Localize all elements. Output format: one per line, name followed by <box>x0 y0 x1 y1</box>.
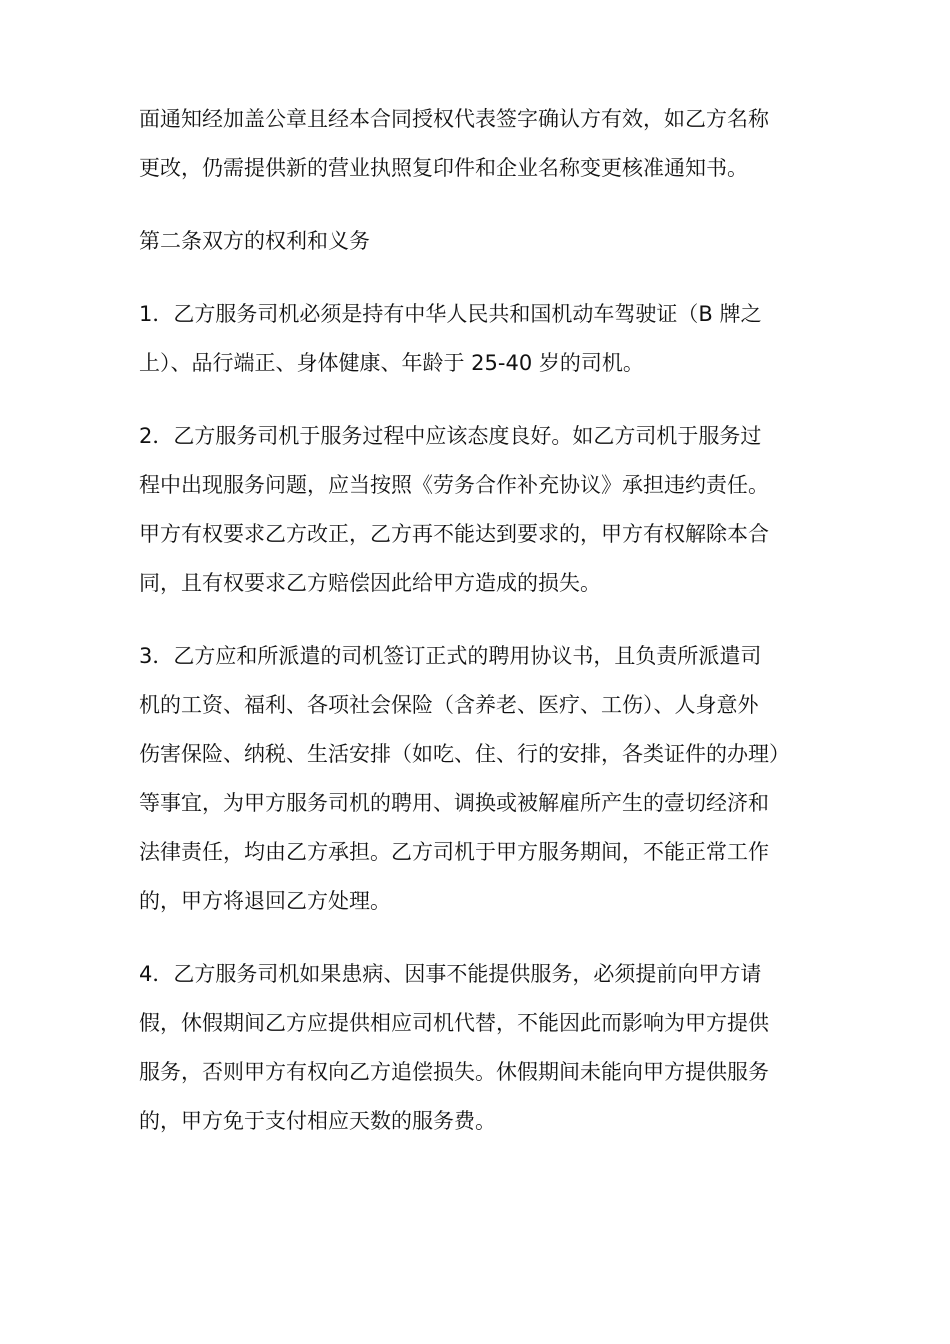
clause-2 <box>139 412 839 608</box>
text-line: 4．乙方服务司机如果患病、因事不能提供服务，必须提前向甲方请 <box>139 962 762 986</box>
text-line: 法律责任，均由乙方承担。乙方司机于甲方服务期间，不能正常工作 <box>139 840 769 864</box>
text-line: 机的工资、福利、各项社会保险（含养老、医疗、工伤）、人身意外 <box>139 693 759 717</box>
text-line: 等事宜，为甲方服务司机的聘用、调换或被解雇所产生的壹切经济和 <box>139 791 769 815</box>
text-line: 程中出现服务问题，应当按照《劳务合作补充协议》承担违约责任。 <box>139 473 769 497</box>
text-line: 3．乙方应和所派遣的司机签订正式的聘用协议书，且负责所派遣司 <box>139 644 762 668</box>
text-line: 上）、品行端正、身体健康、年龄于 25-40 岁的司机。 <box>139 351 644 375</box>
text-line: 的，甲方免于支付相应天数的服务费。 <box>139 1109 496 1133</box>
text-line: 更改，仍需提供新的营业执照复印件和企业名称变更核准通知书。 <box>139 156 748 180</box>
text-line: 假，休假期间乙方应提供相应司机代替，不能因此而影响为甲方提供 <box>139 1011 769 1035</box>
clause-1 <box>139 290 839 388</box>
clause-4 <box>139 950 839 1146</box>
document-page <box>139 95 839 1146</box>
text-line: 2．乙方服务司机于服务过程中应该态度良好。如乙方司机于服务过 <box>139 424 762 448</box>
intro-paragraph <box>139 95 839 193</box>
text-line: 甲方有权要求乙方改正，乙方再不能达到要求的，甲方有权解除本合 <box>139 522 769 546</box>
text-line: 的，甲方将退回乙方处理。 <box>139 889 391 913</box>
text-line: 伤害保险、纳税、生活安排（如吃、住、行的安排，各类证件的办理） <box>139 742 790 766</box>
text-line: 同，且有权要求乙方赔偿因此给甲方造成的损失。 <box>139 571 601 595</box>
text-line: 1．乙方服务司机必须是持有中华人民共和国机动车驾驶证（B 牌之 <box>139 302 762 326</box>
text-line: 服务，否则甲方有权向乙方追偿损失。休假期间未能向甲方提供服务 <box>139 1060 769 1084</box>
section-heading: 第二条双方的权利和义务 <box>139 229 370 253</box>
clause-3 <box>139 632 839 926</box>
text-line: 面通知经加盖公章且经本合同授权代表签字确认方有效，如乙方名称 <box>139 107 769 131</box>
